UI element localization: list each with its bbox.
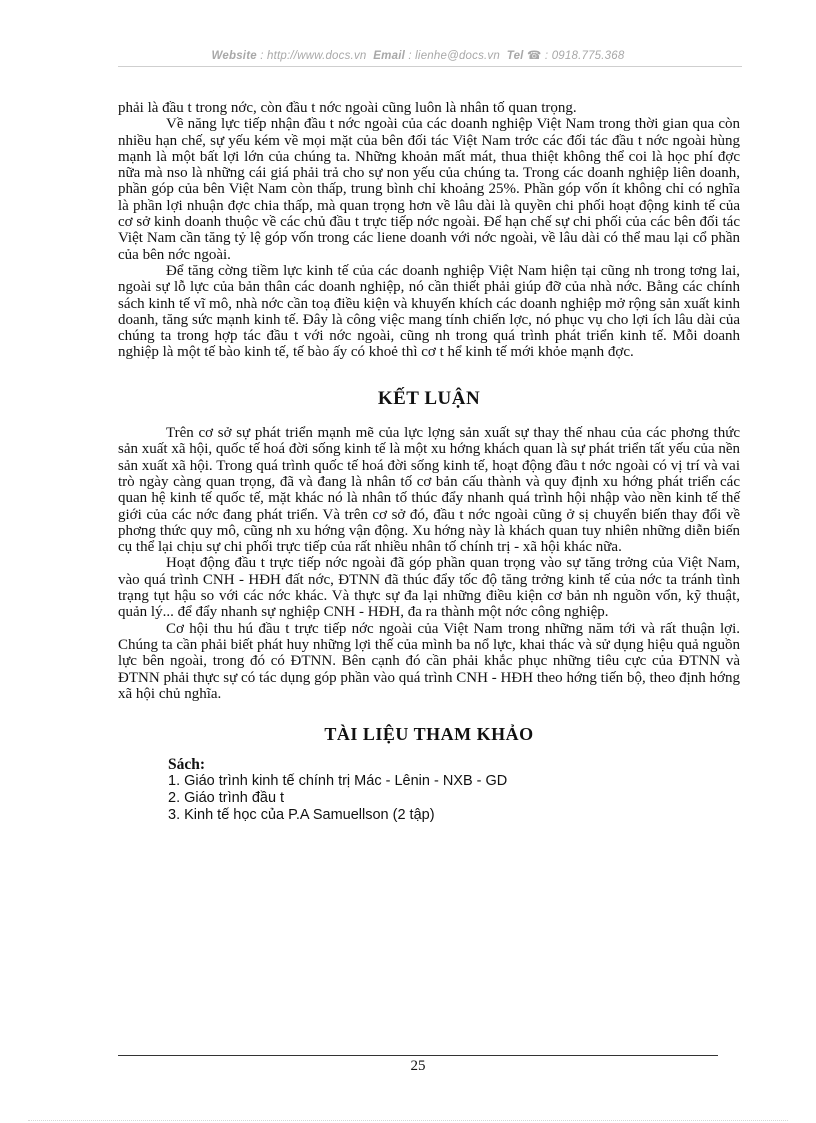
reference-item: 3. Kinh tế học của P.A Samuellson (2 tập) (168, 807, 435, 824)
reference-item: 1. Giáo trình kinh tế chính trị Mác - Lênin - NXB - GD (168, 773, 508, 790)
references-list (168, 756, 740, 824)
references-label: Sách: (168, 756, 206, 774)
tel-value: ☎ : 0918.775.368 (526, 50, 625, 62)
website-value: : http://www.docs.vn (260, 50, 367, 62)
footer-divider (118, 1055, 718, 1056)
paragraph-conclusion-2: Hoạt động đầu t trực tiếp nớc ngoài đã góp phần quan trọng vào sự tăng trởng của Việt Nam, vào quá trình CNH - HĐH đất nớc, ĐTNN đã thúc đẩy tốc độ tăng trởng kinh tế của nớc ta tránh tình trạng tụt hậu so với các nớc khác. Và thực sự đa lại những điều kiện cơ bản nh nguồn vốn, kỹ thuật, quản lý... để đẩy nhanh sự nghiệp CNH - HĐH, đa ra thành một nớc công nghiệp. (118, 555, 740, 621)
email-value: : lienhe@docs.vn (408, 50, 500, 62)
document-body (118, 100, 740, 824)
header-divider (118, 66, 742, 67)
paragraph-conclusion-1: Trên cơ sở sự phát triển mạnh mẽ của lực lợng sản xuất sự thay thế nhau của các phơng thức sản xuất xã hội, quốc tế hoá đời sống kinh tế là một xu hớng khách quan là sự phát triển tất yếu của nền sản xuất xã hội. Trong quá trình quốc tế hoá đời sống kinh tế, hoạt động đầu t nớc ngoài có vị trí và vai trò ngày càng quan trọng, đã và đang là nhân tố cơ bản cấu thành và quy định xu hớng phát triển các quan hệ kinh tế quốc tế, mặt khác nó là nhân tố thúc đẩy nhanh quá trình hội nhập vào nền kinh tế thế giới của các nớc đang phát triển. Và trên cơ sở đó, đầu t nớc ngoài cũng ở sị chuyển biến thay đổi về phơng thức quy mô, cũng nh xu hớng vận động. Xu hớng này là khách quan tuy nhiên những diễn biến cụ thể lại chịu sự chi phối trực tiếp của rất nhiều nhân tố chính trị - xã hội khác nữa. (118, 425, 740, 556)
website-label: Website (211, 50, 257, 62)
tel-label: Tel (506, 50, 524, 62)
reference-item: 2. Giáo trình đầu t (168, 790, 285, 807)
page-bottom-border (28, 1120, 788, 1121)
references-heading: TÀI LIỆU THAM KHẢO (324, 724, 534, 745)
paragraph-investment-capacity: Về năng lực tiếp nhận đầu t nớc ngoài của các doanh nghiệp Việt Nam trong thời gian qua còn nhiều hạn chế, sự yếu kém về mọi mặt của bên đối tác Việt Nam trớc các đối tác đầu t nớc ngoài hùng mạnh là một bất lợi lớn của chúng ta. Những khoản mất mát, thua thiệt không thể coi là học phí đợc nữa mà nso là những cái giá phải trả cho sự non yếu của chúng ta. Trong các doanh nghiệp liên doanh, phần góp của bên Việt Nam còn thấp, trung bình chỉ khoảng 25%. Phần góp vốn ít không chỉ có nghĩa là phần lợi nhuận đợc chia thấp, mà quan trọng hơn về lâu dài là quyền chi phối hoạt động kinh tế của cơ sở kinh doanh thuộc về các chủ đầu t trực tiếp nớc ngoài. Để hạn chế sự chi phối của các bên đối tác Việt Nam cần tăng tỷ lệ góp vốn trong các liene doanh với nớc ngoài, về lâu dài có thể mau lại cổ phần của bên nớc ngoài. (118, 116, 740, 263)
page-number: 25 (410, 1058, 426, 1074)
email-label: Email (373, 50, 405, 62)
paragraph-conclusion-3: Cơ hội thu hú đầu t trực tiếp nớc ngoài của Việt Nam trong những năm tới và rất thuận lợi. Chúng ta cần phải biết phát huy những lợi thế của mình ba nổ lực, khai thác và sử dụng hiệu quả nguồn lực bên ngoài, trong đó có ĐTNN. Bên cạnh đó cần phải khắc phục những tiêu cực của ĐTNN và ĐTNN phải thực sự có tác dụng góp phần vào quá trình CNH - HĐH theo hớng tiến bộ, theo định hớng xã hội chủ nghĩa. (118, 620, 740, 702)
conclusion-heading: KẾT LUẬN (377, 387, 481, 409)
page-header (118, 48, 718, 62)
paragraph-economic-potential: Để tăng cờng tiềm lực kinh tế của các doanh nghiệp Việt Nam hiện tại cũng nh trong tơng lai, ngoài sự lỗ lực của bản thân các doanh nghiệp, nó cần thiết phải giúp đỡ của nhà nớc. Bằng các chính sách kinh tế vĩ mô, nhà nớc cần toạ điều kiện và khuyến khích các doanh nghiệp mở rộng sản xuất kinh doanh, tăng sức mạnh kinh tế. Đây là công việc mang tính chiến lợc, nó phục vụ cho lợi ích lâu dài của chúng ta trong hợp tác đầu t với nớc ngoài, cũng nh trong quá trình phát triển kinh tế. Mỗi doanh nghiệp là một tế bào kinh tế, tế bào ấy có khoẻ thì cơ t hể kinh tế mới khỏe mạnh đợc. (118, 262, 740, 361)
paragraph-continuation: phải là đầu t trong nớc, còn đầu t nớc ngoài cũng luôn là nhân tố quan trọng. (118, 100, 577, 116)
